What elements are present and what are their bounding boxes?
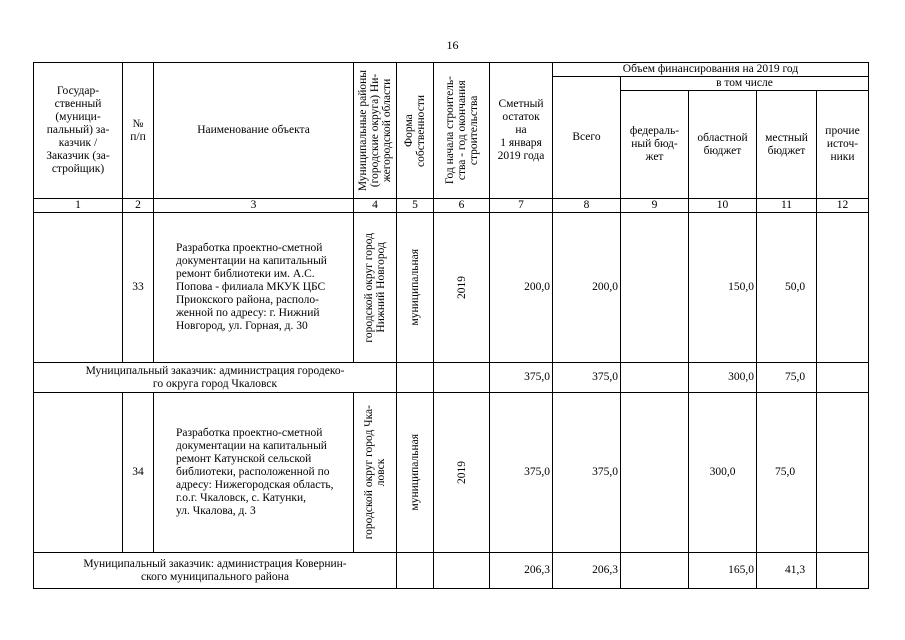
subtotal-regional: 300,0 bbox=[689, 363, 757, 393]
cell-district bbox=[354, 393, 397, 553]
subtotal-empty bbox=[397, 553, 434, 589]
column-number: 4 bbox=[354, 199, 397, 213]
header-object-name: Наименование объекта bbox=[154, 63, 354, 199]
cell-ownership bbox=[397, 213, 434, 363]
column-number: 3 bbox=[154, 199, 354, 213]
header-other: прочие источ- ники bbox=[817, 91, 869, 199]
cell-other bbox=[817, 213, 869, 363]
subtotal-local: 41,3 bbox=[757, 553, 817, 589]
cell-ownership bbox=[397, 393, 434, 553]
header-years-text: Год начала строитель- ства - год окончания строительства bbox=[443, 76, 480, 185]
subtotal-regional: 165,0 bbox=[689, 553, 757, 589]
cell-total: 375,0 bbox=[553, 393, 621, 553]
subtotal-other bbox=[817, 553, 869, 589]
subtotal-label: Муниципальный заказчик: администрация городеко- го округа город Чкаловск bbox=[34, 363, 397, 393]
cell-federal bbox=[621, 213, 689, 363]
cell-remaining: 200,0 bbox=[490, 213, 553, 363]
cell-district-text: городской округ город Чка- ловск bbox=[363, 405, 387, 540]
header-federal: федераль- ный бюд- жет bbox=[621, 91, 689, 199]
header-remaining: Сметный остаток на 1 января 2019 года bbox=[490, 63, 553, 199]
column-number: 12 bbox=[817, 199, 869, 213]
cell-years-text: 2019 bbox=[455, 461, 468, 484]
subtotal-federal bbox=[621, 553, 689, 589]
header-ownership bbox=[397, 63, 434, 199]
column-number: 1 bbox=[34, 199, 123, 213]
cell-total: 200,0 bbox=[553, 213, 621, 363]
cell-ownership-text: муниципальная bbox=[409, 434, 421, 511]
header-funding-group: Объем финансирования на 2019 год bbox=[553, 63, 869, 77]
subtotal-total: 375,0 bbox=[553, 363, 621, 393]
column-number-row bbox=[34, 199, 869, 213]
cell-district bbox=[354, 213, 397, 363]
subtotal-label: Муниципальный заказчик: администрация Ковернин- ского муниципального района bbox=[34, 553, 397, 589]
subtotal-row bbox=[34, 553, 869, 589]
column-number: 10 bbox=[689, 199, 757, 213]
cell-other bbox=[817, 393, 869, 553]
subtotal-other bbox=[817, 363, 869, 393]
cell-num: 34 bbox=[123, 393, 154, 553]
header-num: № п/п bbox=[123, 63, 154, 199]
subtotal-total: 206,3 bbox=[553, 553, 621, 589]
cell-district-text: городской округ город Нижний Новгород bbox=[363, 232, 387, 343]
table-row bbox=[34, 393, 869, 553]
header-district-text: Муниципальные районы (городские округа) Ни- жегородской области bbox=[357, 69, 393, 192]
cell-years bbox=[434, 213, 490, 363]
subtotal-local: 75,0 bbox=[757, 363, 817, 393]
subtotal-empty bbox=[434, 553, 490, 589]
subtotal-federal bbox=[621, 363, 689, 393]
cell-customer bbox=[34, 393, 123, 553]
column-number: 11 bbox=[757, 199, 817, 213]
cell-num: 33 bbox=[123, 213, 154, 363]
table-row bbox=[34, 213, 869, 363]
subtotal-remaining: 206,3 bbox=[490, 553, 553, 589]
header-including: в том числе bbox=[621, 77, 869, 91]
cell-ownership-text: муниципальная bbox=[409, 249, 421, 326]
header-ownership-text: Форма собственности bbox=[403, 94, 427, 167]
header-years bbox=[434, 63, 490, 199]
header-regional: областной бюджет bbox=[689, 91, 757, 199]
header-customer: Государ- ственный (муници- пальный) за- казчик / Заказчик (за- стройщик) bbox=[34, 63, 123, 199]
subtotal-empty bbox=[397, 363, 434, 393]
header-total: Всего bbox=[553, 77, 621, 199]
subtotal-row bbox=[34, 363, 869, 393]
column-number: 2 bbox=[123, 199, 154, 213]
cell-years-text: 2019 bbox=[455, 276, 468, 299]
cell-local: 50,0 bbox=[757, 213, 817, 363]
cell-federal bbox=[621, 393, 689, 553]
cell-object: Разработка проектно-сметной документации на капитальный ремонт библиотеки им. А.С. Попова - филиала МКУК ЦБС Приокского района, располо- женной по адресу: г. Нижний Новгород, ул. Горная, д. 30 bbox=[154, 213, 354, 363]
financing-table bbox=[33, 62, 869, 589]
column-number: 7 bbox=[490, 199, 553, 213]
column-number: 9 bbox=[621, 199, 689, 213]
cell-local: 75,0 bbox=[757, 393, 817, 553]
cell-object: Разработка проектно-сметной документации на капитальный ремонт Катунской сельской библиотеки, расположенной по адресу: Нижегородская область, г.о.г. Чкаловск, с. Катунки, ул. Чкалова, д. 3 bbox=[154, 393, 354, 553]
cell-years bbox=[434, 393, 490, 553]
page-number: 16 bbox=[446, 38, 459, 52]
cell-remaining: 375,0 bbox=[490, 393, 553, 553]
cell-regional: 300,0 bbox=[689, 393, 757, 553]
cell-customer bbox=[34, 213, 123, 363]
column-number: 6 bbox=[434, 199, 490, 213]
header-local: местный бюджет bbox=[757, 91, 817, 199]
subtotal-remaining: 375,0 bbox=[490, 363, 553, 393]
column-number: 8 bbox=[553, 199, 621, 213]
subtotal-empty bbox=[434, 363, 490, 393]
column-number: 5 bbox=[397, 199, 434, 213]
header-district bbox=[354, 63, 397, 199]
cell-regional: 150,0 bbox=[689, 213, 757, 363]
